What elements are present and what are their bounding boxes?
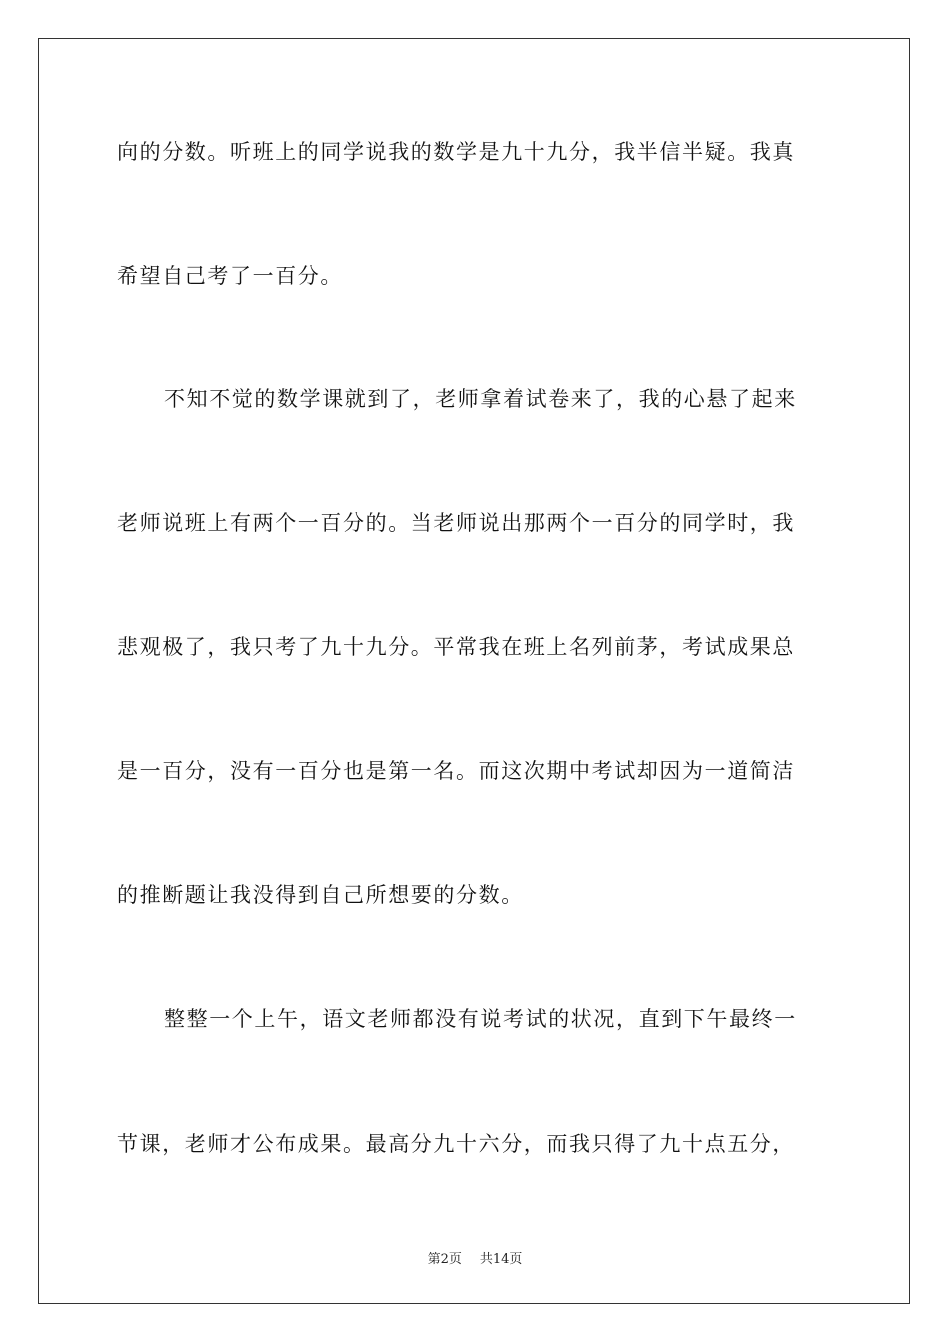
- text-line: 希望自己考了一百分。: [117, 264, 343, 288]
- page-footer: [0, 1248, 950, 1267]
- paragraph-first-line: 整整一个上午，语文老师都没有说考试的状况，直到下午最终一: [164, 1007, 797, 1031]
- text-line: 向的分数。听班上的同学说我的数学是九十九分，我半信半疑。我真: [117, 140, 795, 164]
- page-border: [38, 38, 910, 1304]
- page-number: 第2页: [427, 1252, 462, 1267]
- text-line: 悲观极了，我只考了九十九分。平常我在班上名列前茅，考试成果总: [117, 635, 795, 659]
- paragraph-first-line: 不知不觉的数学课就到了，老师拿着试卷来了，我的心悬了起来: [164, 387, 797, 411]
- text-line: 老师说班上有两个一百分的。当老师说出那两个一百分的同学时，我: [117, 511, 795, 535]
- text-line: 是一百分，没有一百分也是第一名。而这次期中考试却因为一道简洁: [117, 759, 795, 783]
- text-line: 节课，老师才公布成果。最高分九十六分，而我只得了九十点五分，: [117, 1132, 795, 1156]
- text-line: 的推断题让我没得到自己所想要的分数。: [117, 883, 524, 907]
- total-pages: 共14页: [479, 1252, 523, 1267]
